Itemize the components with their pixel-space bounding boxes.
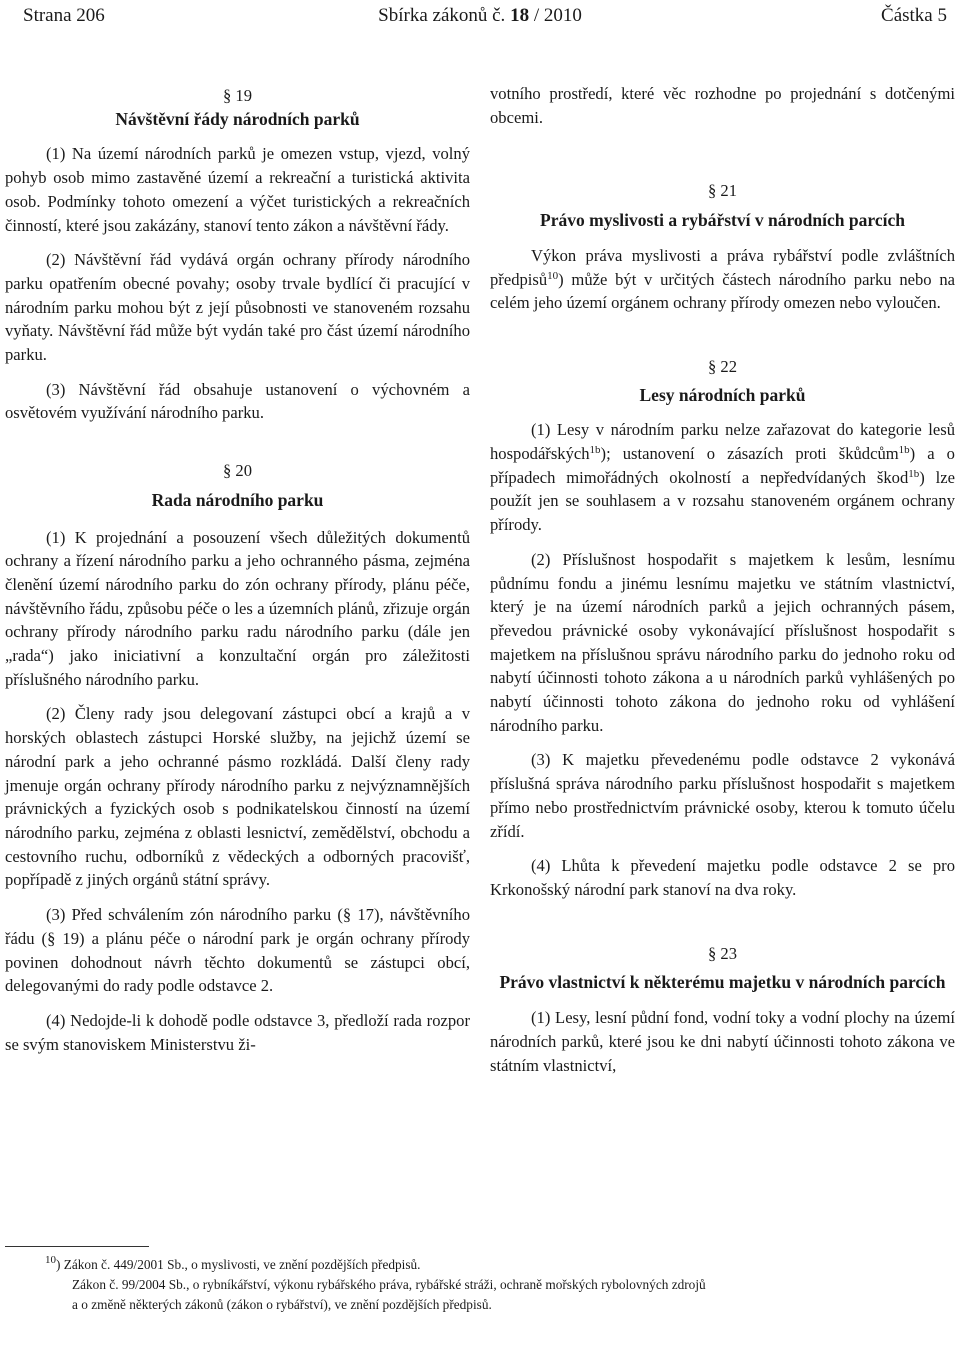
section-21-num: 21 [720, 181, 738, 201]
page-number: Strana 206 [23, 5, 105, 26]
section-21-number [490, 179, 955, 203]
section-22-text-c: ) a o případech mimořádných okolností a nepředvídaných škod [490, 444, 955, 487]
section-23-number [490, 942, 955, 966]
section-19-num: 19 [235, 86, 253, 105]
section-sign: § [707, 356, 717, 376]
section-sign: § [707, 943, 717, 963]
section-21-text-b: ) může být v určitých částech národního parku nebo na celém jeho území orgánem ochrany přírody omezen nebo vyloučen. [490, 269, 955, 313]
section-sign: § [222, 86, 232, 105]
section-22-text-d: ) lze použít jen se souhlasem a v rozsahu stanoveném orgánem ochrany přírody. [490, 467, 955, 535]
issue-number: 18 [510, 5, 530, 26]
section-20-number [5, 459, 470, 483]
section-22-paragraph-4: (4) Lhůta k převedení majetku podle odstavce 2 se pro Krkonošský národní park stanoví na dva roky. [490, 856, 955, 899]
collection-name: Sbírka zákonů č. [378, 5, 506, 26]
section-19-paragraph-2: (2) Návštěvní řád vydává orgán ochrany přírody národního parku opatřením obecné povahy; osoby trvale bydlící či pracující v národním parku mohou být z její působnosti ve stanoveném rozsahu vyňaty. Návštěvní řád může být vydán také pro část území národního parku. [5, 250, 470, 365]
section-22-title: Lesy národních parků [639, 384, 806, 405]
section-20-paragraph-3: (3) Před schválením zón národního parku (§ 17), návštěvního řádu (§ 19) a plánu péče o národní park je orgán ochrany přírody povinen dohodnout návrh těchto dokumentů se zástupci obcí, delegovanými do rady podle odstavce 2. [5, 905, 470, 996]
section-23-title: Právo vlastnictví k některému majetku v národních parcích [499, 972, 946, 993]
section-23-num: 23 [720, 943, 738, 963]
section-22-number [490, 355, 955, 379]
section-21-title: Právo myslivosti a rybářství v národních parcích [540, 210, 905, 231]
section-22-text-b: ); ustanovení o zásazích proti škůdcům [600, 444, 899, 464]
section-22-num: 22 [720, 356, 738, 376]
part-number: Částka 5 [881, 5, 947, 26]
footnote-text-1: ) Zákon č. 449/2001 Sb., o myslivosti, ve znění pozdějších předpisů. [56, 1257, 421, 1272]
section-20-paragraph-2: (2) Členy rady jsou delegovaní zástupci obcí a krajů a v horských oblastech zástupci Horské služby, na jejichž území se národní park a jeho ochranné pásmo rozkládá. Další členy rady jmenuje orgán ochrany přírody národního parku z nejvýznamnějších právnických a fyzických osob s podnikatelskou činností na území národního parku, zejména z oblasti lesnictví, zemědělství, obchodu a cestovního ruchu, odborníků z vědeckých a odborných pracovišť, popřípadě z jiných orgánů státní správy. [5, 704, 470, 890]
section-22-paragraph-3: (3) K majetku převedenému podle odstavce 2 vykonává příslušná správa národního parku příslušnost hospodařit s majetkem přímo nebo prostřednictvím právnické osoby, kterou k tomuto účelu zřídí. [490, 750, 955, 841]
section-22-paragraph-2: (2) Příslušnost hospodařit s majetkem k lesům, lesnímu půdnímu fondu a jinému lesnímu majetku ve státním vlastnictví, který je na území národních parků a jejich ochranných pásem, převedou právnické osoby vykonávající příslušnost hospodařit s majetkem na příslušnou správu národního parku do jednoho roku od nabytí účinnosti tohoto zákona a u národních parků vyhlášených po nabytí účinnosti tohoto zákona do jednoho roku od vyhlášení národního parku. [490, 549, 955, 735]
footnote-line-1 [45, 1255, 960, 1275]
section-23-paragraph-1: (1) Lesy, lesní půdní fond, vodní toky a vodní plochy na území národních parků, které jsou ke dni nabytí účinnosti tohoto zákona ve státním vlastnictví, [490, 1008, 955, 1075]
section-21-paragraph-1 [490, 244, 955, 315]
issue-year: / 2010 [533, 5, 582, 26]
collection-title [0, 5, 960, 27]
left-column [5, 84, 470, 1056]
footnote-ref-1b: 1b [898, 444, 910, 457]
section-20-paragraph-4: (4) Nedojde-li k dohodě podle odstavce 3, předloží rada rozpor se svým stanoviskem Ministerstvu ži- [5, 1010, 470, 1054]
section-20-paragraph-4-continued: votního prostředí, které věc rozhodne po projednání s dotčenými obcemi. [490, 84, 955, 127]
footnote-line-3: a o změně některých zákonů (zákon o rybářství), ve znění pozdějších předpisů. [72, 1297, 492, 1312]
footnote-ref-1b: 1b [908, 467, 920, 480]
footnote-line-2: Zákon č. 99/2004 Sb., o rybníkářství, výkonu rybářského práva, rybářské stráži, ochraně mořských rybolovných zdrojů [72, 1277, 706, 1292]
section-20-num: 20 [235, 461, 253, 481]
section-19-paragraph-1: (1) Na území národních parků je omezen vstup, vjezd, volný pohyb osob mimo zastavěné území a rekreační a turistická aktivita osob. Podmínky tohoto omezení a výčet turistických a rekreačních činností, které jsou zakázány, stanoví tento zákon a návštěvní řády. [5, 144, 470, 235]
footnote-separator [5, 1246, 149, 1247]
section-22-text-a: (1) Lesy v národním parku nelze zařazovat do kategorie lesů hospodářských [490, 420, 955, 464]
footnote-mark: 10 [45, 1254, 56, 1266]
section-19-paragraph-3: (3) Návštěvní řád obsahuje ustanovení o výchovném a osvětovém využívání národního parku. [5, 379, 470, 423]
section-sign: § [222, 461, 232, 481]
footnote-ref-1b: 1b [589, 444, 601, 457]
section-sign: § [707, 181, 717, 201]
section-19-number [5, 84, 470, 108]
section-20-title: Rada národního parku [151, 489, 324, 510]
section-20-paragraph-1: (1) K projednání a posouzení všech důležitých dokumentů ochrany a řízení národního parku a jeho ochranného pásma, zejména členění území národního parku do zón ochrany přírody, plánu péče, návštěvního řádu, způsobu péče o les a územních plánů, zřizuje orgán ochrany přírody národního parku radu národního parku (dále jen „rada“) jako iniciativní a konzultační orgán pro záležitosti příslušného národního parku. [5, 527, 470, 689]
right-column [490, 82, 955, 1077]
section-19-title: Návštěvní řády národních parků [115, 108, 360, 129]
footnote [45, 1255, 960, 1315]
section-22-paragraph-1 [490, 418, 955, 537]
section-21-text-a: Výkon práva myslivosti a práva rybářství podle zvláštních předpisů [490, 245, 955, 289]
page-header [0, 0, 960, 34]
footnote-ref-10: 10 [547, 269, 559, 282]
